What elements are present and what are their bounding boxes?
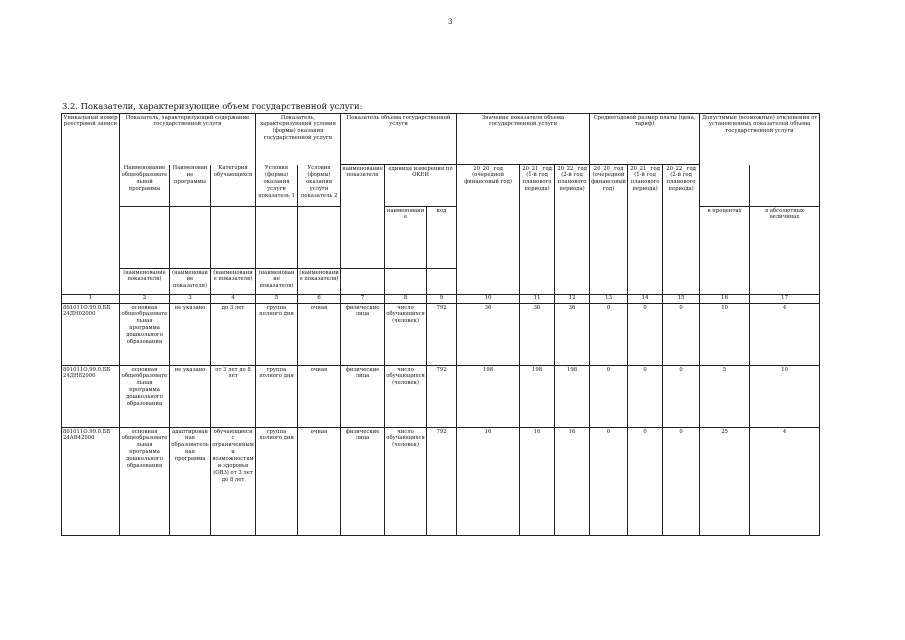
deviation-header: Допустимые (возможные) отклонения от установленных показателей объема государственной услуги xyxy=(700,114,820,165)
volume-blank-8 xyxy=(385,269,427,295)
table-row xyxy=(62,366,820,428)
column-numbers-row xyxy=(62,295,820,304)
year-col-13-top: 20_20_ год xyxy=(593,165,624,172)
fee-cell: 0 xyxy=(628,428,663,536)
volume-header-title: Показатель объема государственной услуги xyxy=(346,114,451,128)
indicator-header-4: Условия (формы) оказания услуги показатель 1 xyxy=(256,165,298,207)
col-number: 9 xyxy=(427,295,457,304)
registry-number-cell: 801011О.99.0.ББ 24ДН02000 xyxy=(62,304,120,366)
year-col-10-bottom: (очередной финансовый год) xyxy=(464,172,512,186)
year-col-10 xyxy=(457,165,520,295)
unit-code-header: код xyxy=(427,207,457,269)
deviation-percent-cell: 10 xyxy=(700,304,750,366)
volume-indicators-table xyxy=(61,113,820,536)
fee-cell: 0 xyxy=(628,304,663,366)
year-col-15 xyxy=(663,165,700,295)
page-number: 3 xyxy=(448,18,453,26)
indicator-name-label-2: (наименование показателя) xyxy=(170,269,211,295)
content-header: Показатель, характеризующий содержание государственной услуги xyxy=(120,114,256,165)
fee-cell: 0 xyxy=(590,428,628,536)
indicator-name-label-5: (наименование показателя) xyxy=(298,269,341,295)
program-name-cell: адаптированная образовательная программа xyxy=(170,428,211,536)
program-cell: основная общеобразовательная программа дошкольного образования xyxy=(120,366,170,428)
fee-cell: 0 xyxy=(663,304,700,366)
program-cell: основная общеобразовательная программа дошкольного образования xyxy=(120,428,170,536)
col-number: 5 xyxy=(256,295,298,304)
header-row-1 xyxy=(62,114,820,165)
year-col-15-bottom: (2-й год планового периода) xyxy=(666,172,696,193)
year-col-12-top: 20_22_ год xyxy=(557,165,587,172)
year-col-11-top: 20_21_ год xyxy=(522,165,552,172)
value-cell: 198 xyxy=(520,366,555,428)
fee-cell: 0 xyxy=(590,366,628,428)
category-cell: от 3 лет до 8 лет xyxy=(211,366,256,428)
category-cell: до 3 лет xyxy=(211,304,256,366)
year-col-14-bottom: (1-й год планового периода) xyxy=(630,172,660,193)
deviation-percent-cell: 5 xyxy=(700,366,750,428)
unit-name-cell: число обучающихся (человек) xyxy=(385,366,427,428)
condition-1-cell: группа полного дня xyxy=(256,304,298,366)
year-col-12-bottom: (2-й год планового периода) xyxy=(557,172,587,193)
value-header: Значение показателя объема государственной услуги xyxy=(457,114,590,165)
volume-unit-header: единица измерения по ОКЕИ xyxy=(385,165,457,207)
unit-name-cell: число обучающихся (человек) xyxy=(385,428,427,536)
volume-indicator-cell: физические лица xyxy=(341,428,385,536)
unit-name-cell: число обучающихся (человек) xyxy=(385,304,427,366)
volume-name-header: наименование показателя xyxy=(341,165,385,269)
condition-2-cell: очная xyxy=(298,428,341,536)
condition-2-cell: очная xyxy=(298,366,341,428)
registry-number-cell: 801011О.99.0.ББ 24АВ42000 xyxy=(62,428,120,536)
condition-2-cell: очная xyxy=(298,304,341,366)
col-number: 10 xyxy=(457,295,520,304)
condition-1-cell: группа полного дня xyxy=(256,366,298,428)
fee-cell: 0 xyxy=(663,428,700,536)
program-cell: основная общеобразовательная программа дошкольного образования xyxy=(120,304,170,366)
indicator-name-label-3: (наименование показателя) xyxy=(211,269,256,295)
deviation-blank-percent xyxy=(700,165,750,207)
col-number: 1 xyxy=(62,295,120,304)
value-cell: 16 xyxy=(520,428,555,536)
col-number: 16 xyxy=(700,295,750,304)
indicator-blank-3 xyxy=(211,207,256,269)
year-col-13 xyxy=(590,165,628,295)
volume-blank-7 xyxy=(341,269,385,295)
unit-code-cell: 792 xyxy=(427,428,457,536)
col-number: 12 xyxy=(555,295,590,304)
volume-indicator-cell: физические лица xyxy=(341,366,385,428)
col-number: 3 xyxy=(170,295,211,304)
col-number: 13 xyxy=(590,295,628,304)
unit-name-header: наименование xyxy=(385,207,427,269)
indicator-name-label-4: (наименование показателя) xyxy=(256,269,298,295)
unit-code-cell: 792 xyxy=(427,366,457,428)
value-cell: 36 xyxy=(457,304,520,366)
deviation-blank-absolute xyxy=(750,165,820,207)
value-cell: 198 xyxy=(555,366,590,428)
value-cell: 16 xyxy=(457,428,520,536)
conditions-header: Показатель, характеризующий условия (формы) оказания государственной услуги xyxy=(256,114,341,165)
col-number: 14 xyxy=(628,295,663,304)
program-name-cell: не указано xyxy=(170,366,211,428)
section-heading: 3.2. Показатели, характеризующие объем государственной услуги: xyxy=(62,101,363,111)
header-row-3 xyxy=(62,207,820,269)
year-col-13-bottom: (очередной финансовый год) xyxy=(591,172,626,193)
col-number: 4 xyxy=(211,295,256,304)
year-col-15-top: 20_22_ год xyxy=(666,165,696,172)
year-col-14 xyxy=(628,165,663,295)
year-col-11-bottom: (1-й год планового периода) xyxy=(522,172,552,193)
year-col-10-top: 20_20_ год xyxy=(473,165,503,172)
deviation-percent-cell: 25 xyxy=(700,428,750,536)
fee-cell: 0 xyxy=(628,366,663,428)
year-col-14-top: 20_21_ год xyxy=(630,165,660,172)
category-cell: обучающиеся с ограниченными возможностями здоровья (ОВЗ) от 3 лет до 8 лет xyxy=(211,428,256,536)
deviation-percent-header: в процентах xyxy=(700,207,750,295)
indicator-header-5: Условия (формы) оказания услуги показатель 2 xyxy=(298,165,341,207)
volume-header xyxy=(341,114,457,165)
col-number: 11 xyxy=(520,295,555,304)
fee-cell: 0 xyxy=(590,304,628,366)
deviation-absolute-cell: 4 xyxy=(750,304,820,366)
indicator-blank-1 xyxy=(120,207,170,269)
indicator-header-2: Наименование программы xyxy=(170,165,211,207)
year-col-12 xyxy=(555,165,590,295)
col-number: 8 xyxy=(385,295,427,304)
indicator-header-3: Категория обучающихся xyxy=(211,165,256,207)
indicator-blank-5 xyxy=(298,207,341,269)
value-cell: 36 xyxy=(555,304,590,366)
fee-cell: 0 xyxy=(663,366,700,428)
registry-number-cell: 801011О.99.0.ББ 24ДН82000 xyxy=(62,366,120,428)
deviation-absolute-header: в абсолютных величинах xyxy=(750,207,820,295)
volume-blank-9 xyxy=(427,269,457,295)
volume-indicator-cell: физические лица xyxy=(341,304,385,366)
col-number: 7 xyxy=(341,295,385,304)
indicator-blank-2 xyxy=(170,207,211,269)
value-cell: 36 xyxy=(520,304,555,366)
header-row-2 xyxy=(62,165,820,207)
deviation-absolute-cell: 4 xyxy=(750,428,820,536)
indicator-name-label-1: (наименование показателя) xyxy=(120,269,170,295)
col-number: 6 xyxy=(298,295,341,304)
condition-1-cell: группа полного дня xyxy=(256,428,298,536)
deviation-absolute-cell: 10 xyxy=(750,366,820,428)
unique-number-header: Уникальный номер реестровой записи xyxy=(62,114,120,295)
table-row xyxy=(62,428,820,536)
fee-header: Среднегодовой размер платы (цена, тариф) xyxy=(590,114,700,165)
program-name-cell: не указано xyxy=(170,304,211,366)
unit-code-cell: 792 xyxy=(427,304,457,366)
year-col-11 xyxy=(520,165,555,295)
indicator-header-1: Наименование общеобразовательной программы xyxy=(120,165,170,207)
col-number: 17 xyxy=(750,295,820,304)
table-row xyxy=(62,304,820,366)
col-number: 15 xyxy=(663,295,700,304)
value-cell: 198 xyxy=(457,366,520,428)
col-number: 2 xyxy=(120,295,170,304)
indicator-blank-4 xyxy=(256,207,298,269)
value-cell: 16 xyxy=(555,428,590,536)
